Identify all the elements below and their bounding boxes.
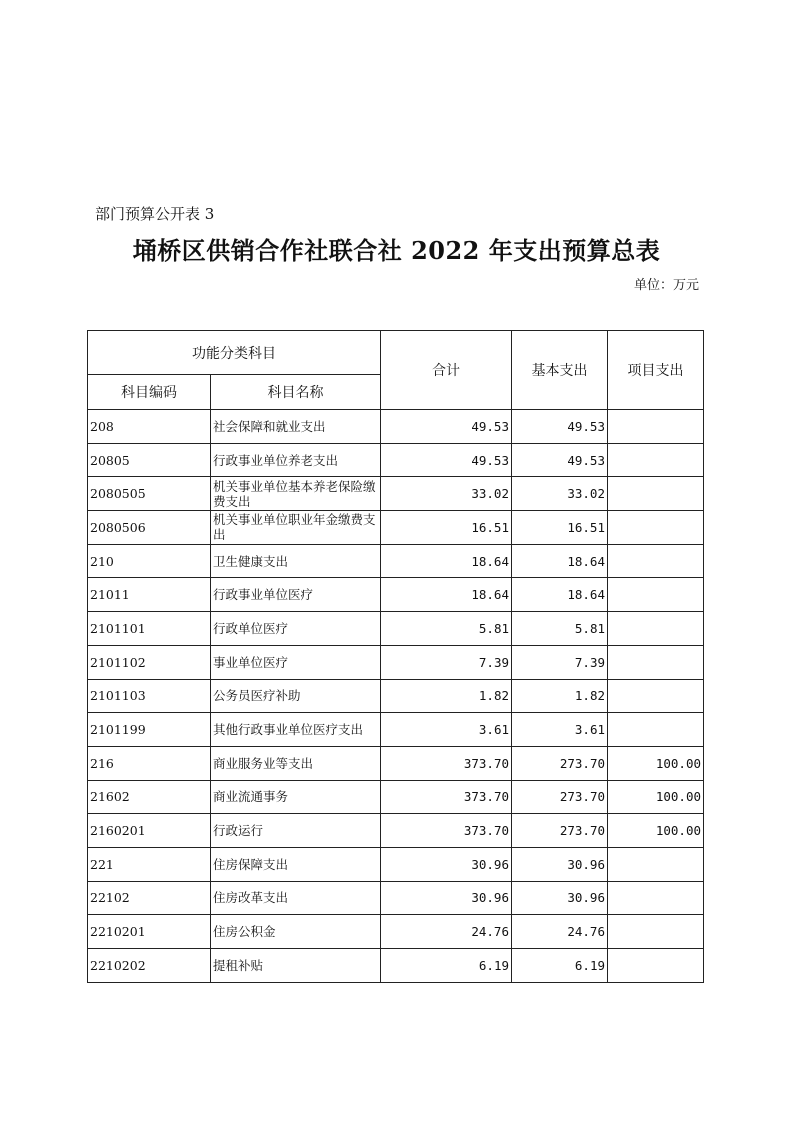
header-basic-expenditure: 基本支出	[512, 331, 608, 410]
subject-name-cell: 卫生健康支出	[211, 544, 381, 578]
budget-table	[87, 330, 704, 983]
table-row	[88, 814, 704, 848]
subject-code-cell: 2210202	[88, 949, 211, 983]
basic-expenditure-cell: 18.64	[512, 544, 608, 578]
subject-name-cell: 住房保障支出	[211, 847, 381, 881]
subject-code-cell: 208	[88, 410, 211, 444]
total-cell: 373.70	[381, 814, 512, 848]
subject-code-cell: 2101103	[88, 679, 211, 713]
subject-name-cell: 公务员医疗补助	[211, 679, 381, 713]
table-row	[88, 410, 704, 444]
subject-code-cell: 2160201	[88, 814, 211, 848]
basic-expenditure-cell: 273.70	[512, 814, 608, 848]
subject-name-cell: 行政单位医疗	[211, 612, 381, 646]
basic-expenditure-cell: 273.70	[512, 746, 608, 780]
basic-expenditure-cell: 6.19	[512, 949, 608, 983]
project-expenditure-cell: 100.00	[608, 746, 704, 780]
subject-code-cell: 2210201	[88, 915, 211, 949]
table-row	[88, 578, 704, 612]
subject-code-cell: 2080505	[88, 477, 211, 511]
subject-code-cell: 2080506	[88, 511, 211, 545]
header-function-category: 功能分类科目	[88, 331, 381, 375]
table-row	[88, 746, 704, 780]
subject-name-cell: 社会保障和就业支出	[211, 410, 381, 444]
total-cell: 49.53	[381, 443, 512, 477]
project-expenditure-cell	[608, 477, 704, 511]
basic-expenditure-cell: 1.82	[512, 679, 608, 713]
basic-expenditure-cell: 30.96	[512, 847, 608, 881]
table-row	[88, 612, 704, 646]
header-subject-name: 科目名称	[211, 375, 381, 410]
project-expenditure-cell	[608, 645, 704, 679]
table-row	[88, 544, 704, 578]
total-cell: 30.96	[381, 847, 512, 881]
basic-expenditure-cell: 16.51	[512, 511, 608, 545]
project-expenditure-cell	[608, 544, 704, 578]
subject-name-cell: 事业单位医疗	[211, 645, 381, 679]
basic-expenditure-cell: 273.70	[512, 780, 608, 814]
table-row	[88, 443, 704, 477]
project-expenditure-cell	[608, 578, 704, 612]
basic-expenditure-cell: 3.61	[512, 713, 608, 747]
total-cell: 18.64	[381, 544, 512, 578]
basic-expenditure-cell: 49.53	[512, 410, 608, 444]
subject-code-cell: 21602	[88, 780, 211, 814]
subject-name-cell: 行政运行	[211, 814, 381, 848]
subject-name-cell: 其他行政事业单位医疗支出	[211, 713, 381, 747]
project-expenditure-cell	[608, 713, 704, 747]
subject-name-cell: 商业流通事务	[211, 780, 381, 814]
subject-code-cell: 20805	[88, 443, 211, 477]
total-cell: 49.53	[381, 410, 512, 444]
subject-name-cell: 机关事业单位基本养老保险缴费支出	[211, 477, 381, 511]
subject-code-cell: 22102	[88, 881, 211, 915]
subject-code-cell: 2101102	[88, 645, 211, 679]
subject-code-cell: 2101101	[88, 612, 211, 646]
table-row	[88, 881, 704, 915]
project-expenditure-cell: 100.00	[608, 814, 704, 848]
basic-expenditure-cell: 7.39	[512, 645, 608, 679]
total-cell: 373.70	[381, 746, 512, 780]
project-expenditure-cell	[608, 847, 704, 881]
table-row	[88, 713, 704, 747]
unit-label: 单位：万元	[633, 278, 699, 293]
table-row	[88, 477, 704, 511]
document-label: 部门预算公开表 3	[95, 205, 215, 223]
basic-expenditure-cell: 33.02	[512, 477, 608, 511]
basic-expenditure-cell: 24.76	[512, 915, 608, 949]
total-cell: 1.82	[381, 679, 512, 713]
subject-code-cell: 21011	[88, 578, 211, 612]
basic-expenditure-cell: 18.64	[512, 578, 608, 612]
subject-name-cell: 行政事业单位医疗	[211, 578, 381, 612]
project-expenditure-cell	[608, 915, 704, 949]
subject-name-cell: 住房改革支出	[211, 881, 381, 915]
table-row	[88, 847, 704, 881]
page-title: 埇桥区供销合作社联合社 2022 年支出预算总表	[132, 236, 661, 265]
table-row	[88, 949, 704, 983]
project-expenditure-cell	[608, 612, 704, 646]
total-cell: 24.76	[381, 915, 512, 949]
table-row	[88, 780, 704, 814]
project-expenditure-cell	[608, 949, 704, 983]
total-cell: 3.61	[381, 713, 512, 747]
total-cell: 33.02	[381, 477, 512, 511]
basic-expenditure-cell: 5.81	[512, 612, 608, 646]
total-cell: 6.19	[381, 949, 512, 983]
subject-code-cell: 221	[88, 847, 211, 881]
basic-expenditure-cell: 30.96	[512, 881, 608, 915]
basic-expenditure-cell: 49.53	[512, 443, 608, 477]
project-expenditure-cell	[608, 443, 704, 477]
total-cell: 5.81	[381, 612, 512, 646]
total-cell: 7.39	[381, 645, 512, 679]
subject-name-cell: 机关事业单位职业年金缴费支出	[211, 511, 381, 545]
header-total: 合计	[381, 331, 512, 410]
table-row	[88, 511, 704, 545]
subject-code-cell: 210	[88, 544, 211, 578]
subject-name-cell: 商业服务业等支出	[211, 746, 381, 780]
subject-name-cell: 提租补贴	[211, 949, 381, 983]
table-row	[88, 645, 704, 679]
subject-name-cell: 住房公积金	[211, 915, 381, 949]
header-project-expenditure: 项目支出	[608, 331, 704, 410]
total-cell: 373.70	[381, 780, 512, 814]
project-expenditure-cell	[608, 410, 704, 444]
project-expenditure-cell: 100.00	[608, 780, 704, 814]
table-row	[88, 915, 704, 949]
total-cell: 16.51	[381, 511, 512, 545]
table-body	[88, 410, 704, 983]
subject-code-cell: 2101199	[88, 713, 211, 747]
total-cell: 18.64	[381, 578, 512, 612]
table-row	[88, 679, 704, 713]
project-expenditure-cell	[608, 511, 704, 545]
subject-name-cell: 行政事业单位养老支出	[211, 443, 381, 477]
header-subject-code: 科目编码	[88, 375, 211, 410]
total-cell: 30.96	[381, 881, 512, 915]
project-expenditure-cell	[608, 679, 704, 713]
subject-code-cell: 216	[88, 746, 211, 780]
project-expenditure-cell	[608, 881, 704, 915]
